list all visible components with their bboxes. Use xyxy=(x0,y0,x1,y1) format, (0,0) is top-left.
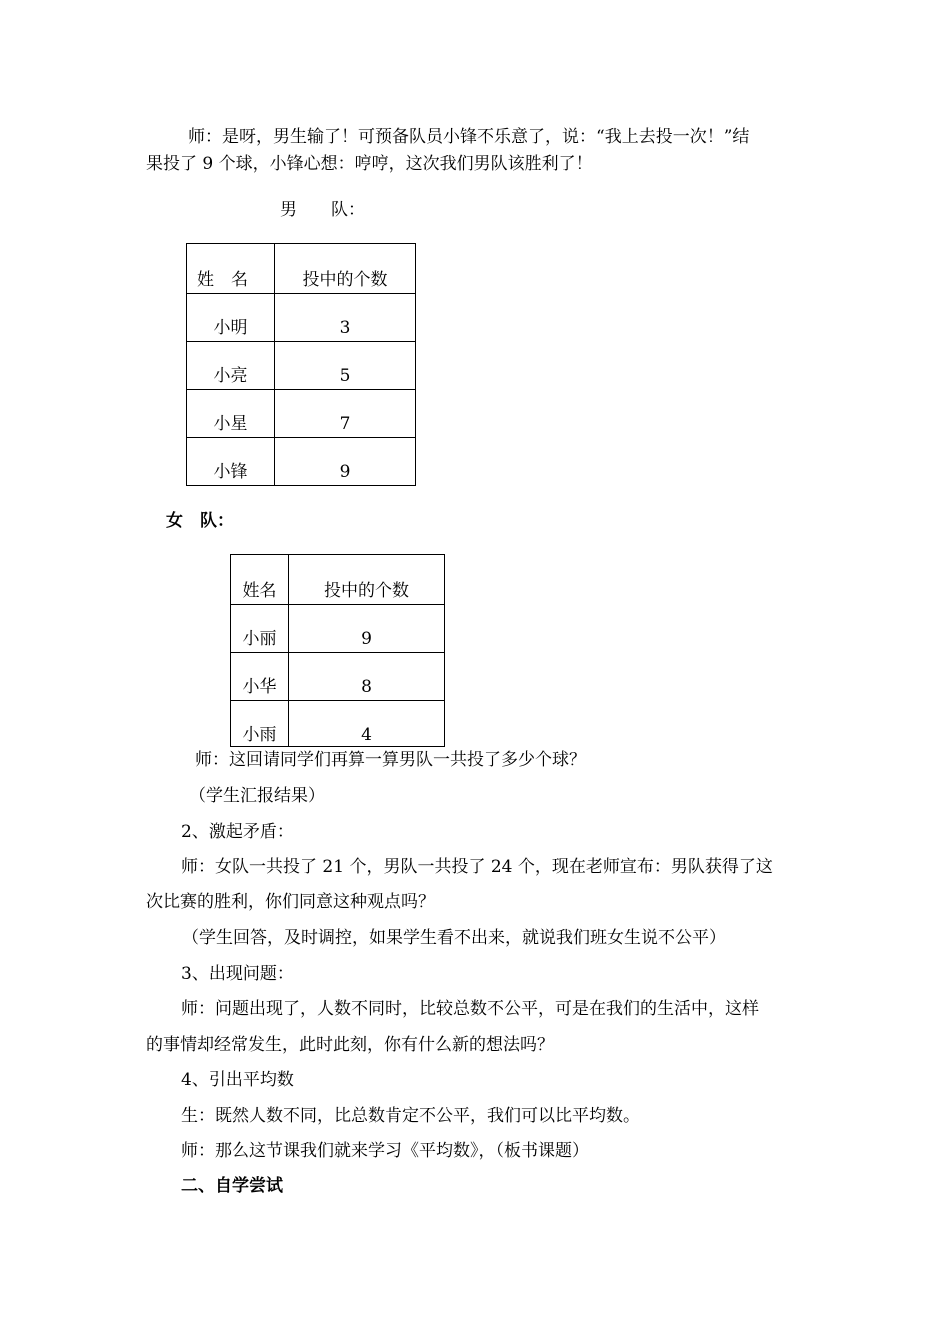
table-cell-name: 小华 xyxy=(231,653,289,701)
table-cell-count: 8 xyxy=(289,653,445,701)
table-cell-count: 7 xyxy=(275,390,416,438)
table-header-name: 姓名 xyxy=(231,555,289,605)
girls-team-heading: 女 队： xyxy=(166,511,234,531)
paragraph-line: 师：女队一共投了 21 个，男队一共投了 24 个，现在老师宣布：男队获得了这 xyxy=(181,857,773,877)
table-cell-name: 小雨 xyxy=(231,701,289,747)
table-row xyxy=(231,653,445,701)
table-header-count: 投中的个数 xyxy=(289,555,445,605)
paragraph-line: 师：是呀，男生输了！可预备队员小锋不乐意了，说：“我上去投一次！”结 xyxy=(188,127,750,147)
boys-team-heading: 男 队： xyxy=(280,200,365,220)
paragraph-line: （学生汇报结果） xyxy=(189,786,325,806)
table-row xyxy=(187,390,416,438)
paragraph-line: 师：这回请同学们再算一算男队一共投了多少个球？ xyxy=(195,750,586,770)
paragraph-line: 果投了 9 个球，小锋心想：哼哼，这次我们男队该胜利了！ xyxy=(146,154,593,174)
table-row xyxy=(187,294,416,342)
paragraph-line: 的事情却经常发生，此时此刻，你有什么新的想法吗？ xyxy=(146,1035,554,1055)
table-cell-count: 9 xyxy=(289,605,445,653)
boys-score-table xyxy=(186,243,416,486)
table-cell-count: 3 xyxy=(275,294,416,342)
paragraph-line: 师：问题出现了，人数不同时，比较总数不公平，可是在我们的生活中，这样 xyxy=(181,999,759,1019)
table-cell-count: 5 xyxy=(275,342,416,390)
section-heading: 4、引出平均数 xyxy=(181,1070,294,1090)
table-header-name: 姓 名 xyxy=(187,244,275,294)
table-cell-count: 4 xyxy=(289,701,445,747)
table-cell-name: 小亮 xyxy=(187,342,275,390)
section-heading: 3、出现问题： xyxy=(181,964,294,984)
paragraph-line: 生：既然人数不同，比总数肯定不公平，我们可以比平均数。 xyxy=(181,1106,640,1126)
table-cell-name: 小星 xyxy=(187,390,275,438)
table-cell-name: 小丽 xyxy=(231,605,289,653)
section-heading: 二、自学尝试 xyxy=(181,1176,283,1196)
table-row xyxy=(187,342,416,390)
table-row xyxy=(231,605,445,653)
table-header-count: 投中的个数 xyxy=(275,244,416,294)
paragraph-line: （学生回答，及时调控，如果学生看不出来，就说我们班女生说不公平） xyxy=(182,928,726,948)
section-heading: 2、激起矛盾： xyxy=(181,822,294,842)
table-cell-name: 小锋 xyxy=(187,438,275,486)
table-row xyxy=(187,438,416,486)
paragraph-line: 次比赛的胜利，你们同意这种观点吗？ xyxy=(146,892,435,912)
paragraph-line: 师：那么这节课我们就来学习《平均数》，（板书课题） xyxy=(181,1141,589,1161)
girls-score-table xyxy=(230,554,445,747)
table-cell-count: 9 xyxy=(275,438,416,486)
table-row xyxy=(231,701,445,747)
table-cell-name: 小明 xyxy=(187,294,275,342)
